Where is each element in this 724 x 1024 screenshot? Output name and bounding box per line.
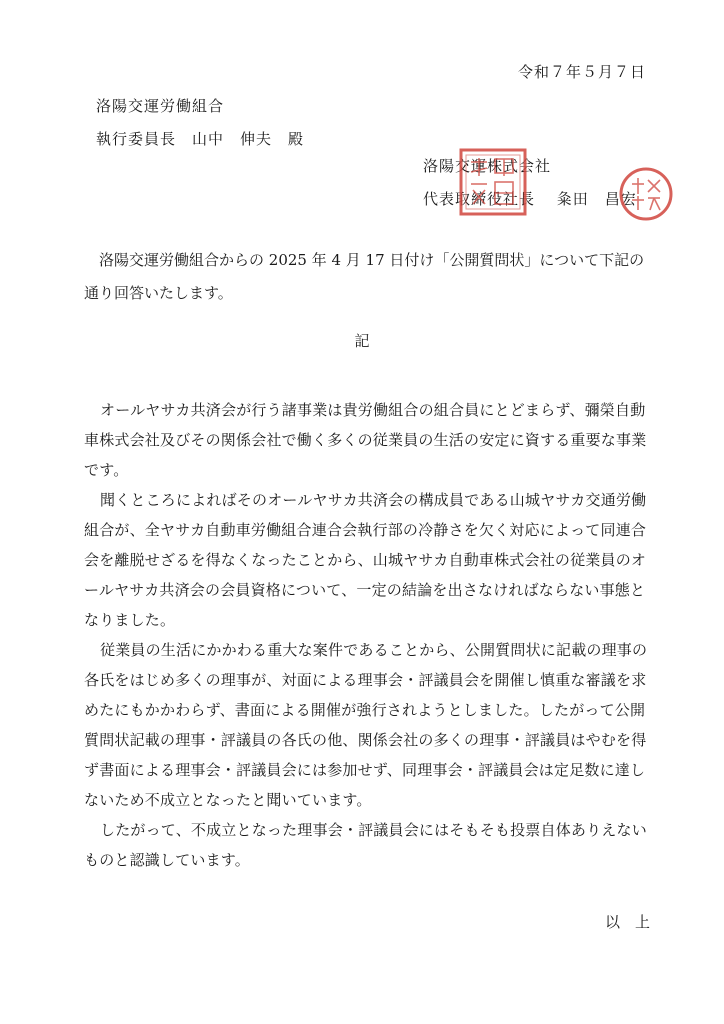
body-text <box>84 395 652 875</box>
body-paragraph: 聞くところによればそのオールヤサカ共済会の構成員である山城ヤサカ交通労働組合が、全ヤサカ自動車労働組合連合会執行部の冷静さを欠く対応によって同連合会を離脱せざるを得なくなったことから、山城ヤサカ自動車株式会社の従業員のオールヤサカ共済会の会員資格について、一定の結論を出さなければならない事態となりました。 <box>84 491 647 629</box>
body-paragraph: オールヤサカ共済会が行う諸事業は貴労働組合の組合員にとどまらず、彌榮自動車株式会社及びその関係会社で働く多くの従業員の生活の安定に資する重要な事業です。 <box>84 401 647 479</box>
addressee-person: 執行委員長 山中 伸夫 殿 <box>96 130 305 148</box>
ki-heading: 記 <box>354 332 370 350</box>
closing-mark: 以 上 <box>604 913 650 931</box>
body-paragraph: したがって、不成立となった理事会・評議員会にはそもそも投票自体ありえないものと認識しています。 <box>84 821 647 869</box>
addressee-block <box>96 90 304 156</box>
intro-statement <box>84 244 650 310</box>
addressee-organization: 洛陽交運労働組合 <box>96 97 225 115</box>
sender-block <box>423 150 637 216</box>
intro-paragraph: 洛陽交運労働組合からの 2025 年 4 月 17 日付け「公開質問状」について下記の通り回答いたします。 <box>84 251 645 302</box>
sender-representative: 代表取締役社長 粂田 昌宏 <box>423 190 637 208</box>
document-date: 令和７年５月７日 <box>517 63 646 81</box>
body-paragraph: 従業員の生活にかかわる重大な案件であることから、公開質問状に記載の理事の各氏をはじめ多くの理事が、対面による理事会・評議員会を開催し慎重な審議を求めたにもかかわらず、書面による開催が強行されようとしました。したがって公開質問状記載の理事・評議員の各氏の他、関係会社の多くの理事・評議員はやむを得ず書面による理事会・評議員会には参加せず、同理事会・評議員会は定足数に達しないため不成立となったと聞いています。 <box>84 641 648 809</box>
sender-company: 洛陽交運株式会社 <box>423 157 552 175</box>
